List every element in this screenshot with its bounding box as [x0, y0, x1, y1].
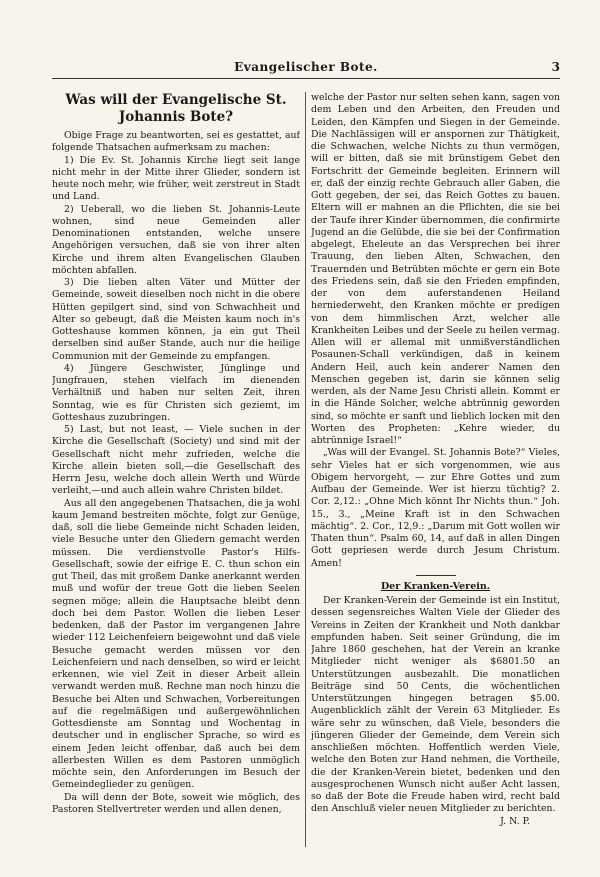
column-divider — [305, 92, 306, 847]
paragraph: 4) Jüngere Geschwister, Jünglinge und Jungfrauen, stehen vielfach im dienenden Verhältniß und haben nur selten Zeit, ihren Sonntag, wie es für Christen sich geziemt, im Gotteshaus zuzubringen. — [52, 362, 300, 423]
paragraph: Obige Frage zu beantworten, sei es gestattet, auf folgende Thatsachen aufmerksam zu machen: — [52, 130, 300, 154]
page-number: 3 — [551, 60, 560, 74]
section-title: Der Kranken-Verein. — [380, 580, 491, 592]
paragraph: welche der Pastor nur selten sehen kann, sagen von dem Leben und den Arbeiten, den Freuden und Leiden, den Kämpfen und Siegen in der Gemeinde. Die Nachlässigen will er anspornen zur Thätigkeit, die Schwachen, welche Nichts zu thun vermögen, will er bitten, daß sie mit brünstigem Gebet den Fortschritt der Gemeinde begleiten. Erinnern will er, daß der einzig rechte Gebrauch aller Gaben, die Gott gegeben, der sei, das Reich Gottes zu bauen. Eltern will er mahnen an die Pflichten, die sie bei der Taufe ihrer Kinder übernommen, die confirmirte Jugend an die Gelübde, die sie bei der Confirmation abgelegt, Eheleute an das Versprechen bei ihrer Trauung, den lieben Alten, Schwachen, den Trauernden und Betrübten möchte er gern ein Bote des Friedens sein, daß sie den Frieden empfinden, der von dem auferstandenen Heiland herniederweht, den Kranken möchte er predigen von dem himmlischen Arzt, welcher alle Krankheiten Leibes und der Seele zu heilen vermag. Allen will er allemal mit unmißverständlichen Posaunen-Schall verkündigen, daß in keinem Andern Heil, auch kein anderer Namen den Menschen gegeben ist, darin sie können selig werden, als der Name Jesu Christi allein. Kommt er in die Hände Solcher, welche abtrünnig geworden sind, so möchte er sanft und lieblich locken mit den Worten des Propheten: „Kehre wieder, du abtrünnige Israel!“ — [311, 92, 560, 446]
paragraph: 1) Die Ev. St. Johannis Kirche liegt seit lange nicht mehr in der Mitte ihrer Glieder, sondern ist heute noch mehr, wie früher, weit zerstreut in Stadt und Land. — [52, 154, 300, 203]
paragraph: 5) Last, but not least, — Viele suchen in der Kirche die Gesellschaft (Society) und sind mit der Gesellschaft nicht mehr zufrieden, welche die Kirche allein bieten soll,—die Gesellschaft des Herrn Jesu, welche doch allein Werth und Würde verleiht,—und auch allein wahre Christen bildet. — [52, 424, 300, 497]
paragraph: Da will denn der Bote, soweit wie möglich, des Pastoren Stellvertreter werden und allen denen, — [52, 791, 300, 815]
page-header — [52, 60, 560, 79]
paragraph: 3) Die lieben alten Väter und Mütter der Gemeinde, soweit dieselben noch nicht in die obere Hütten gepilgert sind, sind von Schwachheit und Alter so gebeugt, daß die Meisten kaum noch in's Gotteshause kommen können, ja ein gut Theil derselben sind außer Stande, auch nur die heilige Communion mit der Gemeinde zu empfangen. — [52, 277, 300, 362]
paragraph: Der Kranken-Verein der Gemeinde ist ein Institut, dessen segensreiches Walten Viele der Glieder des Vereins in Zeiten der Krankheit und Noth dankbar empfunden haben. Seit seiner Gründung, die im Jahre 1860 geschehen, hat der Verein an kranke Mitglieder nicht weniger als $6801.50 an Unterstützungen ausbezahlt. Die monatlichen Beiträge sind 50 Cents, die wöchentlichen Unterstützungen hingegen betragen $5.00. Augenblicklich zählt der Verein 63 Mitglieder. Es wäre sehr zu wünschen, daß Viele, besonders die jüngeren Glieder der Gemeinde, dem Verein sich anschließen möchten. Hoffentlich werden Viele, welche den Boten zur Hand nehmen, die Vortheile, die der Kranken-Verein bietet, bedenken und den ausgesprochenen Wunsch nicht außer Acht lassen, so daß der Bote die Freude haben wird, recht bald den Anschluß vieler neuen Mitglieder zu berichten. — [311, 595, 560, 815]
paragraph: 2) Ueberall, wo die lieben St. Johannis-Leute wohnen, sind neue Gemeinden aller Denominationen entstanden, welche unsere Angehörigen versuchen, daß sie von ihrer alten Kirche und ihrem alten Evangelischen Glauben möchten abfallen. — [52, 203, 300, 276]
left-column — [52, 92, 300, 847]
paragraph: Aus all den angegebenen Thatsachen, die ja wohl kaum Jemand bestreiten möchte, folgt zur Genüge, daß, soll die liebe Gemeinde nicht Schaden leiden, viele Besuche unter den Gliedern gemacht werden müssen. Die verdienstvolle Pastor's Hilfs-Gesellschaft, sowie der eifrige E. C. thun schon ein gut Theil, das mit großem Danke anerkannt werden muß und wofür der treue Gott die lieben Seelen segnen möge; allein die Hauptsache bleibt denn doch bei dem Pastor. Wollen die lieben Leser bedenken, daß der Pastor im vergangenen Jahre wieder 112 Leichenfeiern beigewohnt und daß viele Besuche gemacht werden müssen vor den Leichenfeiern und nach denselben, so wird er leicht erkennen, wie viel Zeit in dieser Arbeit allein verwandt werden muß. Rechne man noch hinzu die Besuche bei Alten und Schwachen, Vorbereitungen auf die regelmäßigen und außergewöhnlichen Gottesdienste am Sonntag und Wochentag in deutscher und in englischer Sprache, so wird es einem Jeden leicht offenbar, daß auch bei dem allerbesten Willen es dem Pastoren unmöglich möchte sein, den Anforderungen im Besuch der Gemeindeglieder zu genügen. — [52, 497, 300, 791]
signature: J. N. P. — [500, 815, 530, 827]
section-rule — [416, 575, 456, 576]
running-title: Evangelischer Bote. — [234, 60, 378, 74]
article-headline: Was will der Evangelische St. Johannis Bote? — [65, 92, 287, 125]
right-column — [311, 92, 560, 847]
paragraph: „Was will der Evangel. St. Johannis Bote?“ Vieles, sehr Vieles hat er sich vorgenommen, wie aus Obigem hervorgeht, — zur Ehre Gottes und zum Aufbau der Gemeinde. Wer ist hierzu tüchtig? 2. Cor. 2,12.: „Ohne Mich könnt Ihr Nichts thun.“ Joh. 15., 3., „Meine Kraft ist in den Schwachen mächtig“. 2. Cor., 12,9.: „Darum mit Gott wollen wir Thaten thun“. Psalm 60, 14, auf daß in allen Dingen Gott gepriesen werde durch Jesum Christum. Amen! — [311, 447, 560, 569]
